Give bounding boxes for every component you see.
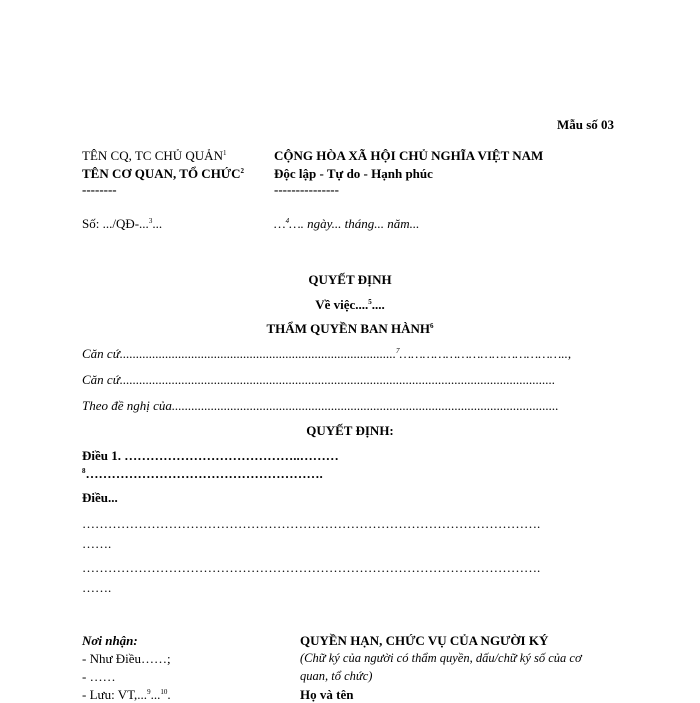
form-code: Mẫu số 03 [557, 117, 615, 132]
footnote-marker: 2 [240, 167, 245, 175]
footnote-marker: 4 [285, 217, 290, 225]
article-1: Điều 1. …………………………………..……… [82, 448, 339, 463]
right-divider: --------------- [274, 182, 339, 197]
archive-prefix: - Lưu: VT,... [82, 687, 148, 702]
subject-line [0, 297, 700, 313]
signer-name: Họ và tên [300, 687, 354, 702]
basis-line-2: Căn cứ...................................................................................................................................... [82, 372, 556, 387]
article-line-continuation: ……. [82, 580, 112, 595]
subject-suffix: .... [371, 297, 385, 312]
national-title: CỘNG HÒA XÃ HỘI CHỦ NGHĨA VIỆT NAM [274, 148, 544, 163]
subject-prefix: Về việc.... [315, 297, 369, 312]
number-suffix: ... [152, 216, 163, 231]
recipients-label: Nơi nhận: [82, 633, 138, 648]
issuing-authority [0, 321, 700, 337]
basis-line-3: Theo đề nghị của....................................................................................................................... [82, 398, 559, 413]
basis-line-1 [82, 346, 571, 362]
org-name: TÊN CƠ QUAN, TỔ CHỨC [82, 166, 241, 181]
place-date-line [274, 216, 419, 232]
number-prefix: Số: .../QĐ-... [82, 216, 149, 231]
article-1-dots: ………………………………………………. [85, 466, 323, 481]
signature-note: (Chữ ký của người có thẩm quyền, dấu/chữ ký số của cơ [300, 651, 582, 665]
document-type-heading: QUYẾT ĐỊNH [308, 272, 392, 287]
motto: Độc lập - Tự do - Hạnh phúc [274, 166, 433, 181]
signature-note-continued: quan, tổ chức) [300, 669, 373, 683]
footnote-marker: 10 [160, 688, 168, 696]
parent-org: TÊN CQ, TC CHỦ QUẢN [82, 148, 223, 163]
article-1-continuation [82, 466, 323, 482]
date-prefix: … [274, 216, 286, 231]
left-divider: -------- [82, 182, 117, 197]
archive-mid: ... [150, 687, 161, 702]
authority-text: THẨM QUYỀN BAN HÀNH [266, 321, 431, 336]
article-next: Điều... [82, 490, 118, 505]
date-suffix: …. ngày... tháng... năm... [289, 216, 420, 231]
recipient-item: - Như Điều……; [82, 651, 171, 666]
footnote-marker: 1 [222, 149, 227, 157]
footnote-marker: 6 [430, 322, 434, 330]
footnote-marker: 7 [396, 347, 400, 355]
signer-title: QUYỀN HẠN, CHỨC VỤ CỦA NGƯỜI KÝ [300, 633, 549, 648]
recipient-archive [82, 687, 171, 703]
footnote-marker: 9 [147, 688, 151, 696]
footnote-marker: 8 [82, 467, 86, 475]
recipient-item: - …… [82, 669, 116, 684]
basis-tail: …………………………………….., [399, 346, 572, 361]
parent-org-line [82, 148, 226, 164]
footnote-marker: 5 [368, 298, 372, 306]
decision-heading: QUYẾT ĐỊNH: [306, 423, 394, 438]
document-number [82, 216, 162, 232]
footnote-marker: 3 [148, 217, 153, 225]
archive-suffix: . [167, 687, 171, 702]
article-line: ……………………………………………………………………………………………. [82, 516, 541, 531]
article-line: ……………………………………………………………………………………………. [82, 560, 541, 575]
basis-text: Căn cứ..................................................................................... [82, 346, 397, 361]
org-name-line [82, 166, 244, 182]
article-line-continuation: ……. [82, 536, 112, 551]
